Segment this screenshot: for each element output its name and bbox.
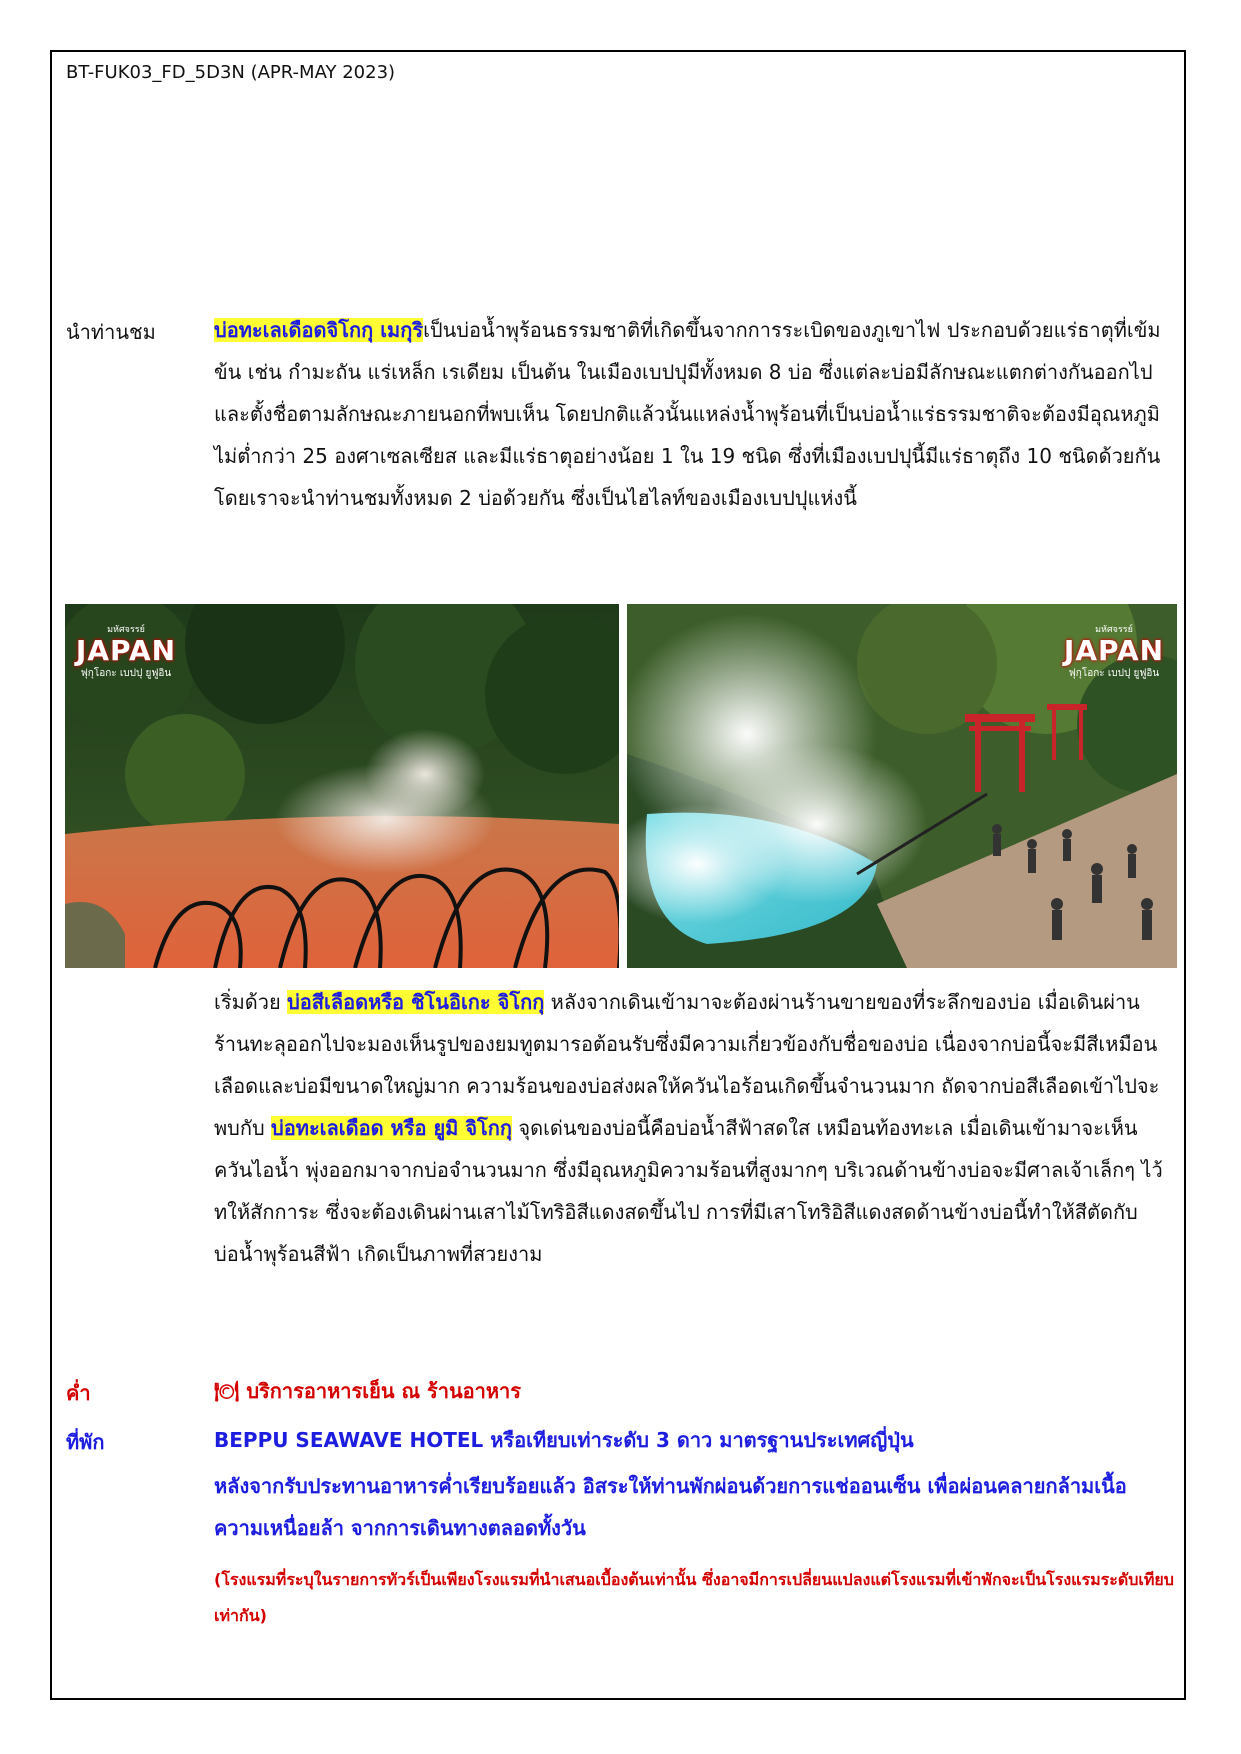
hotel-note: (โรงแรมที่ระบุในรายการทัวร์เป็นเพียงโรงแรมที่นำเสนอเบื้องต้นเท่านั้น ซึ่งอาจมีการเปลี่ยนแปลงแต่โรงแรมที่เข้าพักจะเป็นโรงแรมระดับเทียบเท่ากัน) xyxy=(214,1570,1174,1625)
blood-pond-highlight: บ่อสีเลือดหรือ ชิโนอิเกะ จิโกกุ xyxy=(287,990,545,1014)
sea-hell-highlight: บ่อทะเลเดือด หรือ ยูมิ จิโกกุ xyxy=(271,1116,513,1140)
dinner-icon: 🍽 xyxy=(214,1379,240,1403)
photo-1-brand: มหัศจรรย์ JAPAN ฟุกุโอกะ เบปปุ ยูฟูอิน xyxy=(75,625,177,679)
hotel-description: หลังจากรับประทานอาหารค่ำเรียบร้อยแล้ว อิสระให้ท่านพักผ่อนด้วยการแช่ออนเซ็น เพื่อผ่อนคลายกล้ามเนื้อ ความเหนื่อยล้า จากการเดินทางตลอดทั้งวัน xyxy=(214,1474,1127,1540)
photo-sea-hell xyxy=(627,604,1177,968)
dinner-text: บริการอาหารเย็น ณ ร้านอาหาร xyxy=(246,1379,522,1403)
photo-2-brand: มหัศจรรย์ JAPAN ฟุกุโอกะ เบปปุ ยูฟูอิน xyxy=(1063,625,1165,679)
visit-paragraph xyxy=(214,309,1169,519)
document-code: BT-FUK03_FD_5D3N (APR-MAY 2023) xyxy=(66,62,396,83)
visit-text: เป็นบ่อน้ำพุร้อนธรรมชาติที่เกิดขึ้นจากการระเบิดของภูเขาไฟ ประกอบด้วยแร่ธาตุที่เข้มข้น เช่น กำมะถัน แร่เหล็ก เรเดียม เป็นต้น ในเมืองเบปปุมีทั้งหมด 8 บ่อ ซึ่งแต่ละบ่อมีลักษณะแตกต่างกันออกไป และตั้งชื่อตามลักษณะภายนอกที่พบเห็น โดยปกติแล้วนั้นแหล่งน้ำพุร้อนที่เป็นบ่อน้ำแร่ธรรมชาติจะต้องมีอุณหภูมิไม่ต่ำกว่า 25 องศาเซลเซียส และมีแร่ธาตุอย่างน้อย 1 ใน 19 ชนิด ซึ่งที่เมืองเบปปุนี้มีแร่ธาตุถึง 10 ชนิดด้วยกัน โดยเราจะนำท่านชมทั้งหมด 2 บ่อด้วยกัน ซึ่งเป็นไฮไลท์ของเมืองเบปปุแห่งนี้ xyxy=(214,318,1161,510)
visit-label: นำท่านชม xyxy=(66,320,156,344)
visit-highlight: บ่อทะเลเดือดจิโกกุ เมกุริ xyxy=(214,318,424,342)
hotel-label: ที่พัก xyxy=(66,1430,105,1454)
dinner-label: ค่ำ xyxy=(66,1381,91,1405)
hotel-name: BEPPU SEAWAVE HOTEL หรือเทียบเท่าระดับ 3 ดาว มาตรฐานประเทศญี่ปุ่น xyxy=(214,1428,914,1452)
dinner-line xyxy=(214,1370,1169,1412)
photo-blood-pond xyxy=(65,604,619,968)
description-paragraph: เริ่มด้วย บ่อสีเลือดหรือ ชิโนอิเกะ จิโกกุ หลังจากเดินเข้ามาจะต้องผ่านร้านขายของที่ระลึกของบ่อ เมื่อเดินผ่านร้านทะลุออกไปจะมองเห็นรูปของยมทูตมารอต้อนรับซึ่งมีความเกี่ยวข้องกับชื่อของบ่อ เนื่องจากบ่อนี้จะมีสีเหมือนเลือดและบ่อมีขนาดใหญ่มาก ความร้อนของบ่อส่งผลให้ควันไอร้อนเกิดขึ้นจำนวนมาก ถัดจากบ่อสีเลือดเข้าไปจะพบกับ บ่อทะเลเดือด หรือ ยูมิ จิโกกุ จุดเด่นของบ่อนี้คือบ่อน้ำสีฟ้าสดใส เหมือนท้องทะเล เมื่อเดินเข้ามาจะเห็นควันไอน้ำ พุ่งออกมาจากบ่อจำนวนมาก ซึ่งมีอุณหภูมิความร้อนที่สูงมากๆ บริเวณด้านข้างบ่อจะมีศาลเจ้าเล็กๆ ไว้ทให้สักการะ ซึ่งจะต้องเดินผ่านเสาไม้โทริอิสีแดงสดขึ้นไป การที่มีเสาโทริอิสีแดงสดด้านข้างบ่อนี้ทำให้สีตัดกับบ่อน้ำพุร้อนสีฟ้า เกิดเป็นภาพที่สวยงาม xyxy=(214,990,1163,1266)
